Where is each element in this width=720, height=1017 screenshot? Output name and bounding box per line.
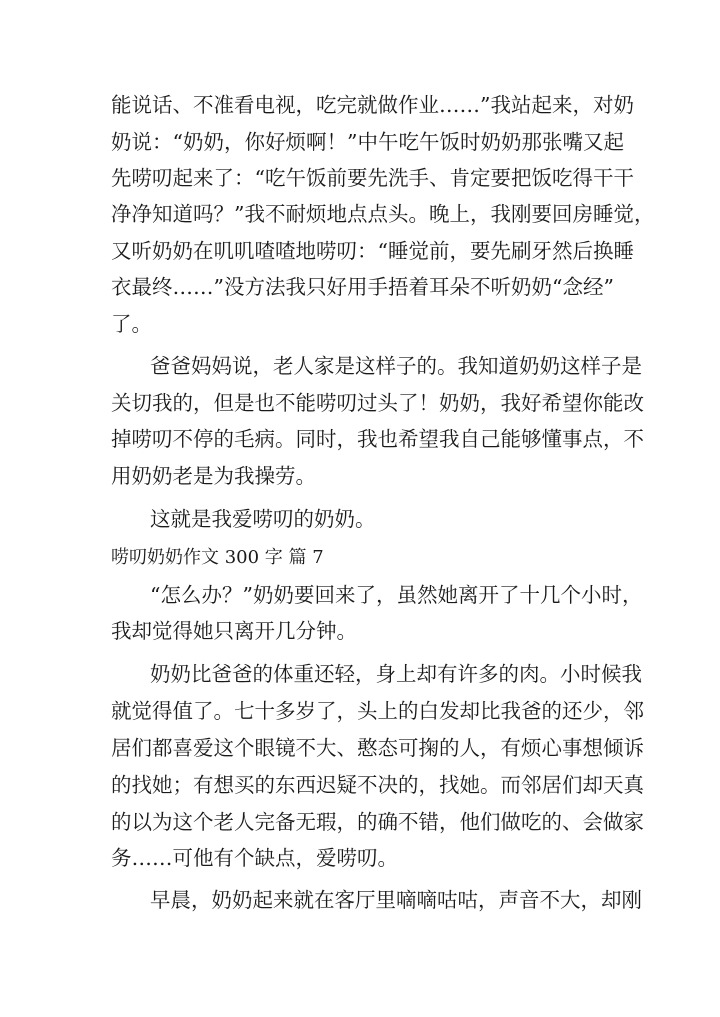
text-line-5: 又听奶奶在叽叽喳喳地唠叨：“睡觉前，要先刷牙然后换睡: [111, 239, 634, 263]
text-line-17: 就觉得值了。七十多岁了，头上的白发却比我爸的还少，邻: [111, 699, 644, 723]
text-line-21: 务……可他有个缺点，爱唠叨。: [111, 846, 398, 870]
text-line-11: 用奶奶老是为我操劳。: [111, 464, 316, 488]
text-line-19: 的找她；有想买的东西迟疑不决的，找她。而邻居们却天真: [111, 773, 644, 797]
text-line-16: 奶奶比爸爸的体重还轻，身上却有许多的肉。小时候我: [150, 662, 642, 686]
text-line-18: 居们都喜爱这个眼镜不大、憨态可掬的人，有烦心事想倾诉: [111, 736, 644, 760]
text-line-15: 我却觉得她只离开几分钟。: [111, 619, 357, 643]
text-line-4: 净净知道吗？”我不耐烦地点点头。晚上，我刚要回房睡觉，: [111, 202, 655, 226]
text-line-7: 了。: [111, 312, 152, 336]
text-line-2: 奶说：“奶奶，你好烦啊！”中午吃午饭时奶奶那张嘴又起: [111, 130, 624, 154]
text-line-22: 早晨，奶奶起来就在客厅里嘀嘀咕咕，声音不大，却刚: [150, 888, 642, 912]
text-line-10: 掉唠叨不停的毛病。同时，我也希望我自己能够懂事点，不: [111, 427, 644, 451]
text-line-20: 的以为这个老人完备无瑕，的确不错，他们做吃的、会做家: [111, 810, 644, 834]
text-line-9: 关切我的，但是也不能唠叨过头了！奶奶，我好希望你能改: [111, 391, 644, 415]
text-line-1: 能说话、不准看电视，吃完就做作业……”我站起来，对奶: [111, 93, 634, 117]
text-line-8: 爸爸妈妈说，老人家是这样子的。我知道奶奶这样子是: [150, 354, 642, 378]
text-line-12: 这就是我爱唠叨的奶奶。: [150, 507, 376, 531]
text-line-6: 衣最终……”没方法我只好用手捂着耳朵不听奶奶“念经”: [111, 275, 614, 299]
text-line-14: “怎么办？”奶奶要回来了，虽然她离开了十几个小时，: [150, 583, 643, 607]
section-heading: 唠叨奶奶作文 300 字 篇 7: [111, 547, 324, 568]
text-line-3: 先唠叨起来了：“吃午饭前要先洗手、肯定要把饭吃得干干: [111, 166, 634, 190]
